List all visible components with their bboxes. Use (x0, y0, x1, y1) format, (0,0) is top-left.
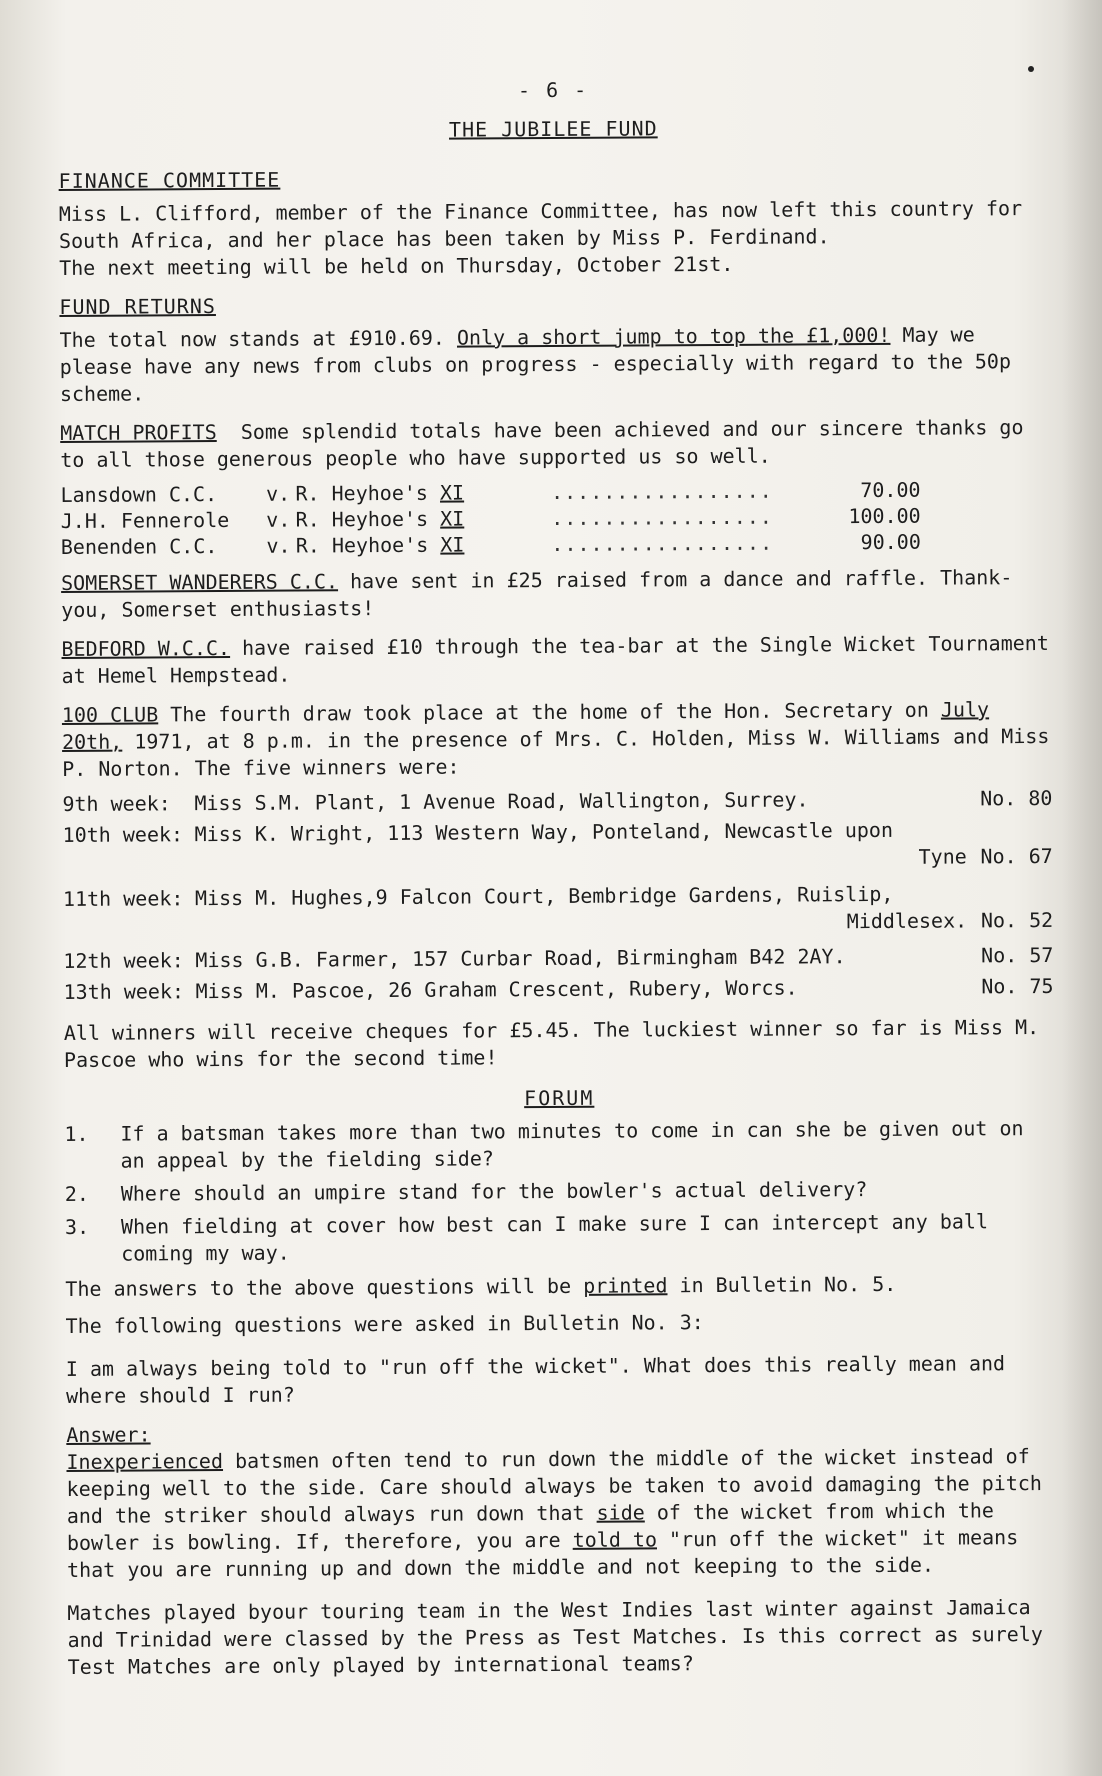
fund-text (60, 321, 1050, 408)
club100-heading: 100 CLUB (61, 702, 159, 727)
versus: v. (266, 533, 291, 558)
team: J.H. Fennerole (60, 507, 230, 533)
list-item: 9th week: Miss S.M. Plant, 1 Avenue Road, Wallington, Surrey. No. 80 (62, 785, 1053, 816)
list-item: 11th week: Miss M. Hughes,9 Falcon Court, Bembridge Gardens, Ruislip, Middlesex. No. 52 (62, 881, 1054, 934)
list-item: 12th week: Miss G.B. Farmer, 157 Curbar Road, Birmingham B42 2AY. No. 57 (63, 942, 1054, 973)
match-profits-table (60, 477, 920, 560)
ink-mark (1028, 66, 1034, 72)
list-item: 13th week: Miss M. Pascoe, 26 Graham Crescent, Rubery, Worcs. No. 75 (63, 973, 1054, 1004)
finance-heading: FINANCE COMMITTEE (58, 167, 281, 193)
match-paragraph (60, 414, 1050, 474)
page-body (58, 74, 1058, 1681)
previous-intro: The following questions were asked in Bulletin No. 3: (65, 1310, 704, 1338)
bedford-paragraph (61, 630, 1051, 690)
page-shadow (1062, 0, 1102, 1776)
versus: v. (266, 481, 291, 506)
opponent: R. Heyhoe's XI (295, 480, 465, 506)
bedford-text: have raised £10 through the tea-bar at the Single Wicket Tournament at Hemel Hempstead. (61, 630, 1049, 688)
amount: 90.00 (860, 529, 921, 555)
match-text: Some splendid totals have been achieved and our sincere thanks go to all those generous people who have supported us so well. (60, 415, 1024, 472)
opponent: R. Heyhoe's XI (295, 532, 465, 558)
page-number: - 6 - (517, 77, 589, 103)
leader-dots: ................. (550, 478, 773, 504)
fund-request: May we please have any news from clubs on progress - especially with regard to the 50p scheme. (59, 322, 1012, 406)
team: Benenden C.C. (60, 534, 218, 559)
finance-text: Miss L. Clifford, member of the Finance Committee, has now left this country for South Africa, and her place has been taken by Miss P. Ferdinand. (58, 196, 1023, 253)
somerset-paragraph (61, 564, 1051, 624)
versus: v. (266, 507, 291, 532)
fund-heading: FUND RETURNS (59, 294, 216, 319)
leader-dots: ................. (551, 530, 774, 556)
somerset-text: have sent in £25 raised from a dance and raffle. Thank-you, Somerset enthusiasts! (61, 565, 1013, 622)
page-title: THE JUBILEE FUND (448, 116, 658, 142)
forum-question: 1. If a batsman takes more than two minutes to come in can she be given out on an appeal by the fielding side? (64, 1116, 1024, 1173)
match-heading: MATCH PROFITS (60, 420, 217, 445)
previous-question: I am always being told to "run off the wicket". What does this really mean and where should I run? (65, 1351, 1006, 1408)
forum-question: 3. When fielding at cover how best can I make sure I can intercept any ball coming my way. (64, 1209, 989, 1266)
list-item: 10th week: Miss K. Wright, 113 Western Way, Ponteland, Newcastle upon Tyne No. 67 (62, 817, 1053, 869)
amount: 100.00 (848, 503, 921, 529)
fund-total: The total now stands at £910.69. (59, 325, 445, 352)
answer-label: Answer: (66, 1422, 151, 1447)
forum-question: 2. Where should an umpire stand for the bowler's actual delivery? (64, 1177, 868, 1206)
finance-text-2: The next meeting will be held on Thursday, October 21st. (59, 251, 734, 280)
club100-date: July 20th, (61, 697, 990, 754)
last-question: Matches played byour touring team in the West Indies last winter against Jamaica and Trinidad were classed by the Press as Test Matches. Is this correct as surely Test Matches are only played by international teams? (67, 1595, 1043, 1679)
answer-text: Inexperienced batsmen often tend to run down the middle of the wicket instead of keeping well to the side. Care should always be taken to avoid damaging the pitch and the striker should always run down that side of the wicket from which the bowler is bowling. If, therefore, you are told to "run off the wicket" it means that you are running up and down the middle and not keeping to the side. (66, 1444, 1042, 1582)
fund-jump: Only a short jump to top the £1,000! (456, 322, 891, 350)
team: Lansdown C.C. (60, 482, 218, 507)
answers-note: The answers to the above questions will be printed in Bulletin No. 5. (65, 1271, 897, 1301)
bedford-heading: BEDFORD W.C.C. (61, 635, 231, 661)
club100-closing: All winners will receive cheques for £5.45. The luckiest winner so far is Miss M. Pascoe who wins for the second time! (63, 1015, 1040, 1072)
leader-dots: ................. (551, 504, 773, 530)
opponent: R. Heyhoe's XI (295, 506, 465, 532)
club100-text-a: The fourth draw took place at the home of the Hon. Secretary on (170, 697, 929, 727)
forum-heading: FORUM (524, 1085, 595, 1111)
somerset-heading: SOMERSET WANDERERS C.C. (60, 569, 339, 595)
table-row (61, 529, 921, 560)
club100-text-b: 1971, at 8 p.m. in the presence of Mrs. C. Holden, Miss W. Williams and Miss P. Norton. The five winners were: (62, 723, 1050, 781)
amount: 70.00 (860, 477, 921, 503)
club100-paragraph (62, 696, 1052, 783)
winners-list (62, 785, 1053, 1006)
